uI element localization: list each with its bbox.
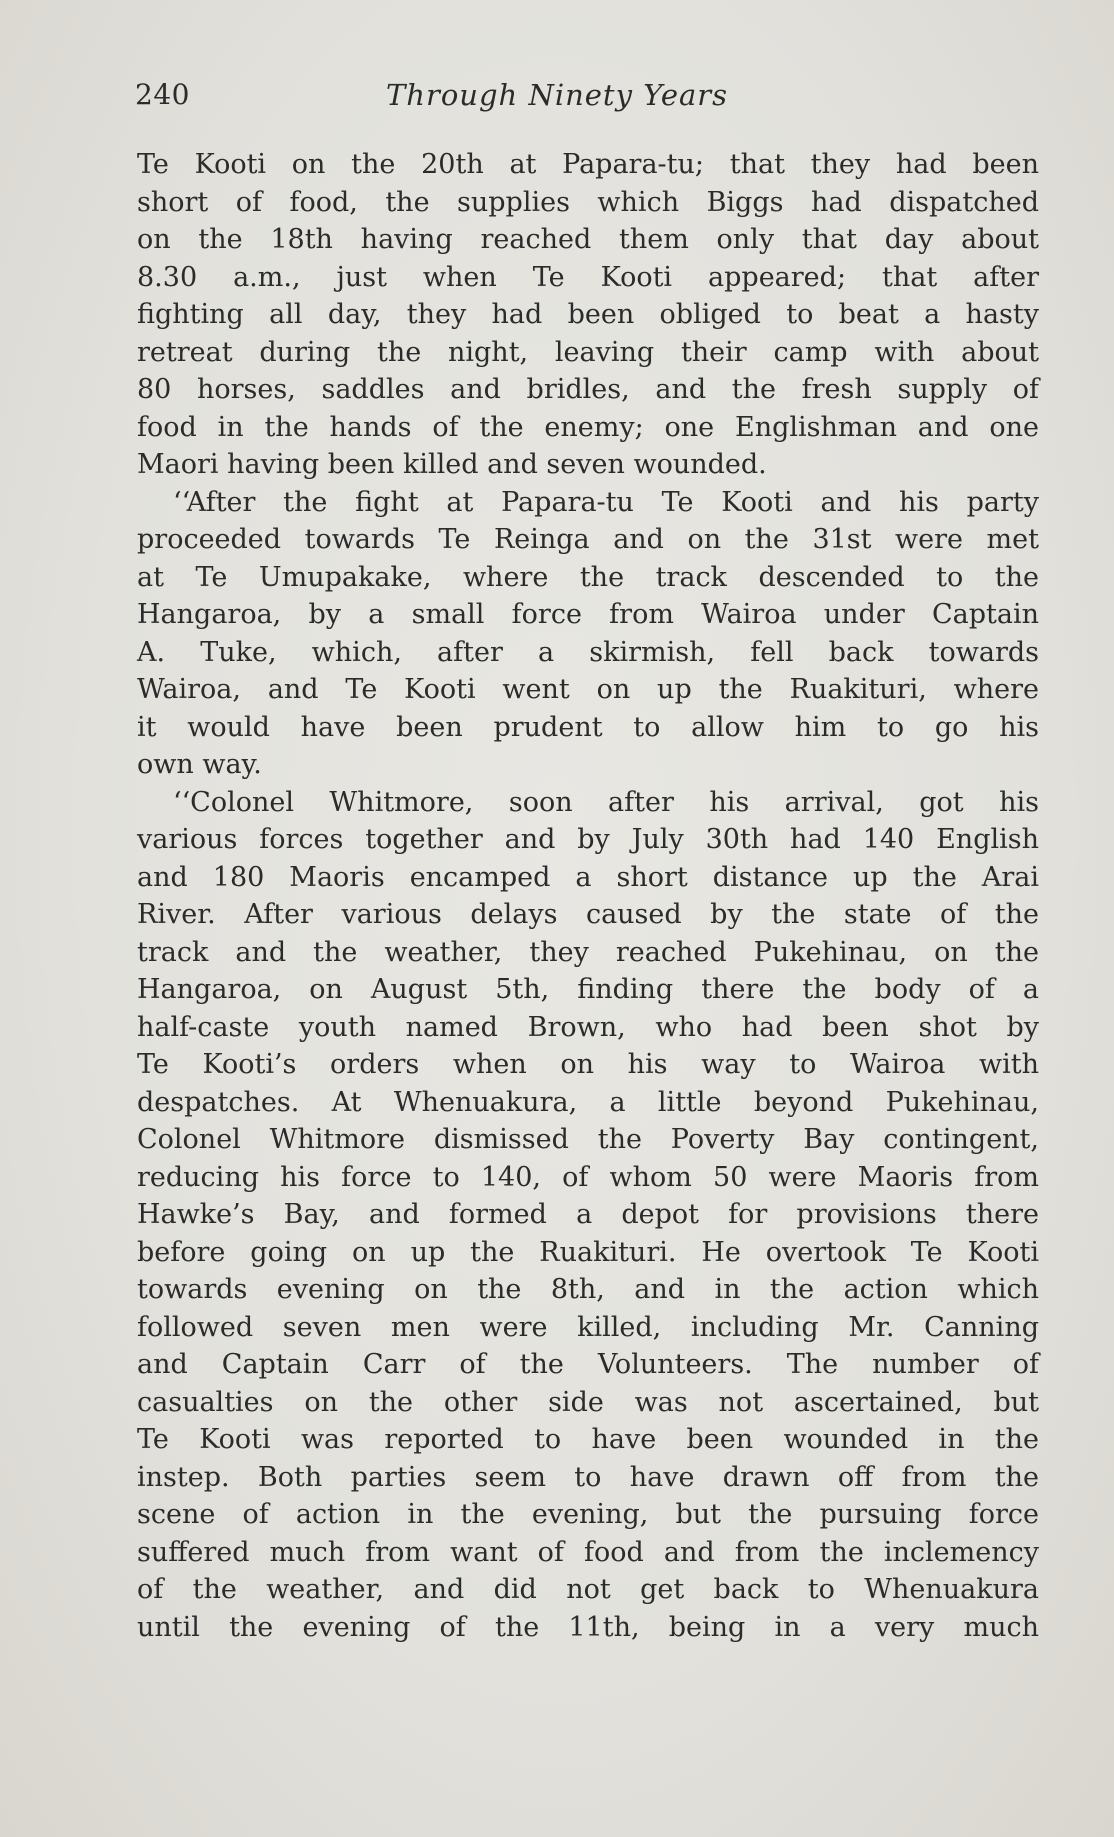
- running-head: [133, 78, 963, 124]
- text-line: it would have been prudent to allow him to go his: [137, 711, 1039, 743]
- text-line: own way.: [137, 749, 262, 780]
- text-line: Colonel Whitmore dismissed the Poverty Bay contingent,: [137, 1124, 1039, 1155]
- text-line: 80 horses, saddles and bridles, and the fresh supply of: [137, 374, 1039, 405]
- text-line: retreat during the night, leaving their camp with about: [137, 336, 1039, 368]
- text-line: until the evening of the 11th, being in a very much: [137, 1611, 1039, 1643]
- text-line: half-caste youth named Brown, who had been shot by: [137, 1011, 1039, 1043]
- text-line: fighting all day, they had been obliged to beat a hasty: [137, 299, 1039, 330]
- text-line: Maori having been killed and seven wounded.: [137, 449, 767, 480]
- text-line: food in the hands of the enemy; one Englishman and one: [137, 411, 1039, 443]
- text-line: various forces together and by July 30th had 140 English: [137, 824, 1039, 855]
- text-line: reducing his force to 140, of whom 50 were Maoris from: [137, 1161, 1039, 1193]
- text-line: followed seven men were killed, including Mr. Canning: [137, 1311, 1039, 1343]
- text-line: suffered much from want of food and from the inclemency: [137, 1536, 1039, 1568]
- text-line: Te Kooti’s orders when on his way to Wairoa with: [137, 1049, 1039, 1080]
- text-line: 8.30 a.m., just when Te Kooti appeared; that after: [137, 261, 1039, 293]
- text-line: casualties on the other side was not ascertained, but: [137, 1386, 1039, 1418]
- text-line: track and the weather, they reached Pukehinau, on the: [137, 936, 1039, 968]
- text-line: Hangaroa, on August 5th, finding there the body of a: [137, 974, 1039, 1005]
- text-line: instep. Both parties seem to have drawn off from the: [137, 1461, 1039, 1493]
- text-line: on the 18th having reached them only that day about: [137, 224, 1039, 255]
- page-number: 240: [135, 78, 190, 111]
- text-line: Hangaroa, by a small force from Wairoa under Captain: [137, 599, 1039, 630]
- text-line: ‘‘Colonel Whitmore, soon after his arrival, got his: [173, 786, 1039, 818]
- text-line: despatches. At Whenuakura, a little beyond Pukehinau,: [137, 1086, 1039, 1118]
- text-line: of the weather, and did not get back to Whenuakura: [137, 1574, 1039, 1605]
- text-line: Wairoa, and Te Kooti went on up the Ruakituri, where: [137, 674, 1039, 705]
- body-text: [137, 146, 1039, 1646]
- text-line: before going on up the Ruakituri. He overtook Te Kooti: [137, 1236, 1039, 1268]
- text-line: Te Kooti on the 20th at Papara-tu; that they had been: [137, 149, 1039, 180]
- text-line: proceeded towards Te Reinga and on the 31st were met: [137, 524, 1039, 555]
- text-line: A. Tuke, which, after a skirmish, fell back towards: [137, 636, 1039, 668]
- text-line: short of food, the supplies which Biggs had dispatched: [137, 186, 1039, 218]
- text-line: River. After various delays caused by the state of the: [137, 899, 1039, 930]
- text-line: Hawke’s Bay, and formed a depot for provisions there: [137, 1199, 1039, 1230]
- text-line: ‘‘After the fight at Papara-tu Te Kooti and his party: [173, 486, 1039, 518]
- text-line: and Captain Carr of the Volunteers. The number of: [137, 1349, 1039, 1380]
- text-line: scene of action in the evening, but the pursuing force: [137, 1499, 1039, 1530]
- text-line: Te Kooti was reported to have been wounded in the: [137, 1424, 1039, 1455]
- running-title: Through Ninety Years: [385, 78, 729, 112]
- text-line: at Te Umupakake, where the track descended to the: [137, 561, 1039, 593]
- text-line: and 180 Maoris encamped a short distance up the Arai: [137, 861, 1039, 893]
- text-line: towards evening on the 8th, and in the action which: [137, 1274, 1039, 1305]
